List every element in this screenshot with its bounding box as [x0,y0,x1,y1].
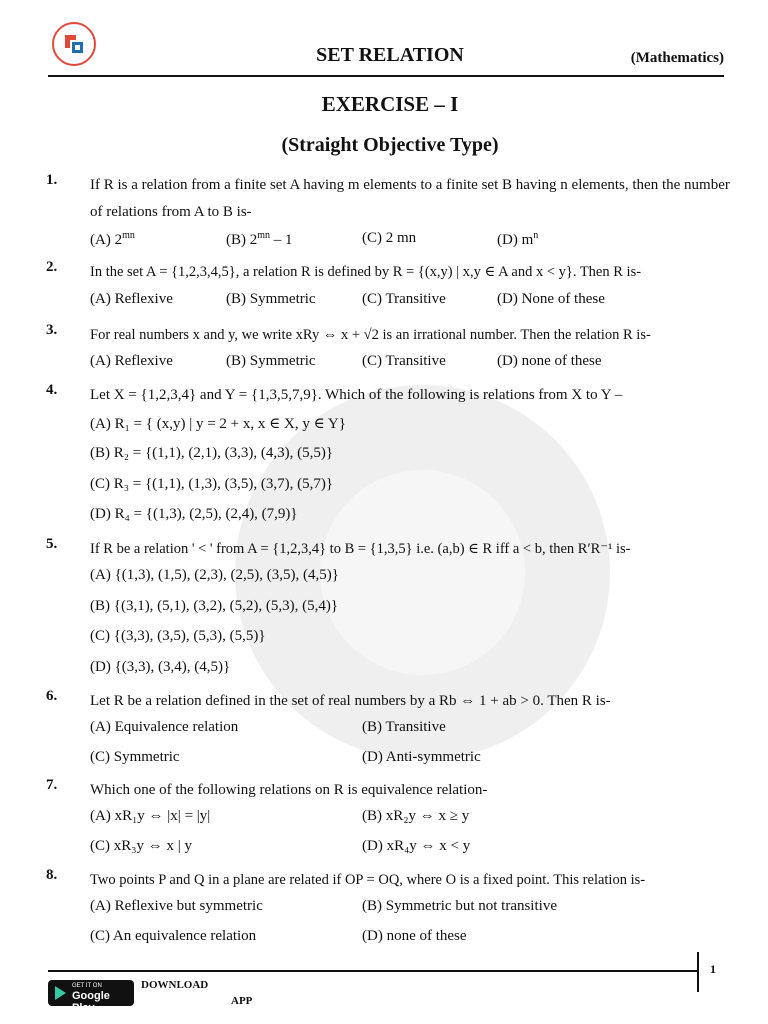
google-play-badge[interactable] [48,980,134,1014]
footer-tick [697,952,699,992]
option-b: (B) Symmetric [226,353,316,369]
option-a: (A) R₁ = { (x,y) | y = 2 + x, x ∈ X, y ∈ Y} [90,416,346,432]
option-a: (A) Equivalence relation [90,719,239,735]
option-d: (D) none of these [497,353,602,369]
question-text: Two points P and Q in a plane are related if OP = OQ, where O is a fixed point. This relation is- [90,872,646,888]
option-a: (A) xR₁y ⇔ |x| = |y| [90,808,211,824]
option-d: (D) {(3,3), (3,4), (4,5)} [90,659,231,675]
app-label[interactable]: APP [231,995,253,1007]
option-d: (D) None of these [497,291,605,307]
question-text: Let R be a relation defined in the set of real numbers by a Rb ⇔ 1 + ab > 0. Then R is- [90,693,611,709]
option-c: (C) {(3,3), (3,5), (5,3), (5,5)} [90,628,266,644]
question-text: In the set A = {1,2,3,4,5}, a relation R is defined by R = {(x,y) | x,y ∈ A and x < y}. Then R is- [90,264,642,280]
download-label[interactable]: DOWNLOAD [141,979,209,991]
option-b: (B) $2^{mn} - 1$ [226,230,293,248]
page-title: SET RELATION [316,44,464,66]
question-text: Which one of the following relations on R is equivalence relation- [90,782,488,798]
option-b: (B) Symmetric [226,291,316,307]
question-text: For real numbers x and y, we write xRy ⇔ x + √2 is an irrational number. Then the relation R is- [90,327,651,343]
question-number: 2. [46,259,58,275]
option-c: (C) R₃ = {(1,1), (1,3), (3,5), (3,7), (5,7)} [90,476,334,492]
option-d: (D) Anti-symmetric [362,749,481,765]
option-c: (C) Symmetric [90,749,180,765]
question-number: 4. [46,382,58,398]
question-number: 7. [46,777,58,793]
question-number: 3. [46,322,58,338]
option-a: (A) $2^{mn}$ [90,230,135,248]
question-text: If R be a relation ' < ' from A = {1,2,3,4} to B = {1,3,5} i.e. (a,b) ∈ R iff a < b, then R′R⁻¹ is- [90,541,631,557]
option-a: (A) {(1,3), (1,5), (2,3), (2,5), (3,5), (4,5)} [90,567,339,583]
option-a: (A) Reflexive [90,353,173,369]
question-text: Let X = {1,2,3,4} and Y = {1,3,5,7,9}. Which of the following is relations from X to Y – [90,387,623,403]
option-b: (B) R₂ = {(1,1), (2,1), (3,3), (4,3), (5,5)} [90,445,334,461]
option-c: (C) 2 mn [362,230,417,246]
badge-big-text: Google Play [72,990,110,1014]
option-d: (D) R₄ = {(1,3), (2,5), (2,4), (7,9)} [90,506,298,522]
option-d: (D) $m^n$ [497,230,539,248]
subject-label: (Mathematics) [630,50,724,66]
option-c: (C) An equivalence relation [90,928,257,944]
watermark-inner-circle [320,470,525,675]
option-b: (B) Transitive [362,719,446,735]
play-store-icon [55,986,66,1000]
question-text: If R is a relation from a finite set A having m elements to a finite set B having n elements, then the number of relations from A to B is- [90,177,730,220]
header-divider [48,75,724,77]
option-a: (A) Reflexive [90,291,173,307]
option-a: (A) Reflexive but symmetric [90,898,263,914]
option-c: (C) Transitive [362,291,446,307]
option-c: (C) Transitive [362,353,446,369]
footer-divider [48,970,698,972]
badge-small-text: GET IT ON [72,983,102,989]
option-c: (C) xR₃y ⇔ x | y [90,838,192,854]
option-d: (D) xR₄y ⇔ x < y [362,838,471,854]
option-b: (B) xR₂y ⇔ x ≥ y [362,808,470,824]
option-b: (B) {(3,1), (5,1), (3,2), (5,2), (5,3), (5,4)} [90,598,339,614]
question-number: 5. [46,536,58,552]
page-number: 1 [710,962,716,976]
question-number: 6. [46,688,58,704]
exercise-heading: EXERCISE – I [321,92,459,116]
option-b: (B) Symmetric but not transitive [362,898,557,914]
question-number: 8. [46,867,58,883]
option-d: (D) none of these [362,928,467,944]
exercise-subtitle: (Straight Objective Type) [281,134,499,156]
question-number: 1. [46,172,58,188]
